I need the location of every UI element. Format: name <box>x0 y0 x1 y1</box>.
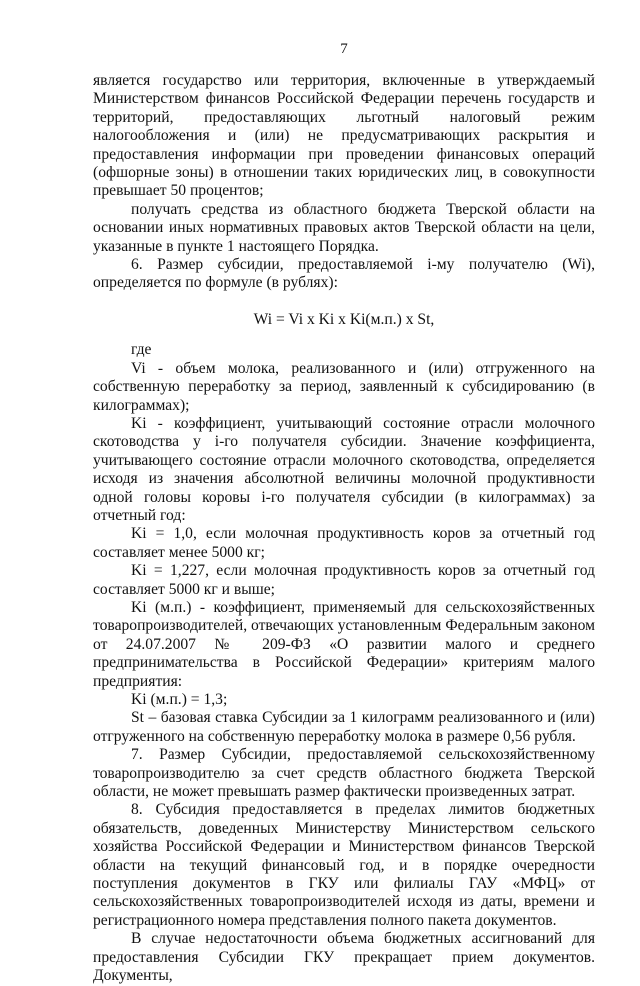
paragraph-offshore-continuation: является государство или территория, включенные в утверждаемый Министерством финансов Российской Федерации перечень государств и территорий, предоставляющих льготный налоговый режим налогообложения и (или) не предусматривающих раскрытия и предоставления информации при проведении финансовых операций (офшорные зоны) в отношении таких юридических лиц, в совокупности превышает 50 процентов; <box>93 72 595 200</box>
definition-st: St – базовая ставка Субсидии за 1 килограмм реализованного и (или) отгруженного на собственную переработку молока в размере 0,56 рубля. <box>93 709 595 745</box>
paragraph-insufficient-funds: В случае недостаточности объема бюджетных ассигнований для предоставления Субсидии ГКУ прекращает прием документов. Документы, <box>93 930 595 985</box>
ki-mp-value: Ki (м.п.) = 1,3; <box>131 691 228 708</box>
definition-ki: Ki - коэффициент, учитывающий состояние отрасли молочного скотоводства у i-го получателя субсидии. Значение коэффициента, учитывающего состояние отрасли молочного скотоводства, определяется исходя из значения абсолютной величины молочной продуктивности одной головы коровы i-го получателя субсидии (в килограммах) за отчетный год: <box>93 414 595 524</box>
paragraph-other-funds: получать средства из областного бюджета Тверской области на основании иных нормативных правовых актов Тверской области на цели, указанные в пункте 1 настоящего Порядка. <box>93 200 595 255</box>
document-body <box>93 72 595 986</box>
formula: Wi = Vi x Ki x Ki(м.п.) x St, <box>253 310 435 328</box>
ki-value-high: Ki = 1,227, если молочная продуктивность коров за отчетный год составляет 5000 кг и выше; <box>93 562 595 598</box>
definition-ki-mp: Ki (м.п.) - коэффициент, применяемый для сельскохозяйственных товаропроизводителей, отвечающих установленным Федеральным законом от 24.07.2007 № 209-ФЗ «О развитии малого и среднего предпринимательства в Российской Федерации» критериям малого предприятия: <box>93 598 595 690</box>
page-number: 7 <box>340 41 348 57</box>
paragraph-item-6: 6. Размер субсидии, предоставляемой i-му получателю (Wi), определяется по формуле (в рублях): <box>93 256 595 292</box>
definition-vi: Vi - объем молока, реализованного и (или) отгруженного на собственную переработку за период, заявленный к субсидированию (в килограммах); <box>93 359 595 414</box>
paragraph-item-8: 8. Субсидия предоставляется в пределах лимитов бюджетных обязательств, доведенных Министерству Министерством сельского хозяйства Российской Федерации и Министерством финансов Тверской области на текущий финансовый год, и в порядке очередности поступления документов в ГКУ или филиалы ГАУ «МФЦ» от сельскохозяйственных товаропроизводителей исходя из даты, времени и регистрационного номера представления полного пакета документов. <box>93 801 595 929</box>
ki-value-low: Ki = 1,0, если молочная продуктивность коров за отчетный год составляет менее 5000 кг; <box>93 525 595 561</box>
paragraph-item-7: 7. Размер Субсидии, предоставляемой сельскохозяйственному товаропроизводителю за счет средств областного бюджета Тверской области, не может превышать размер фактически произведенных затрат. <box>93 746 595 801</box>
formula-where-label: где <box>131 341 152 359</box>
